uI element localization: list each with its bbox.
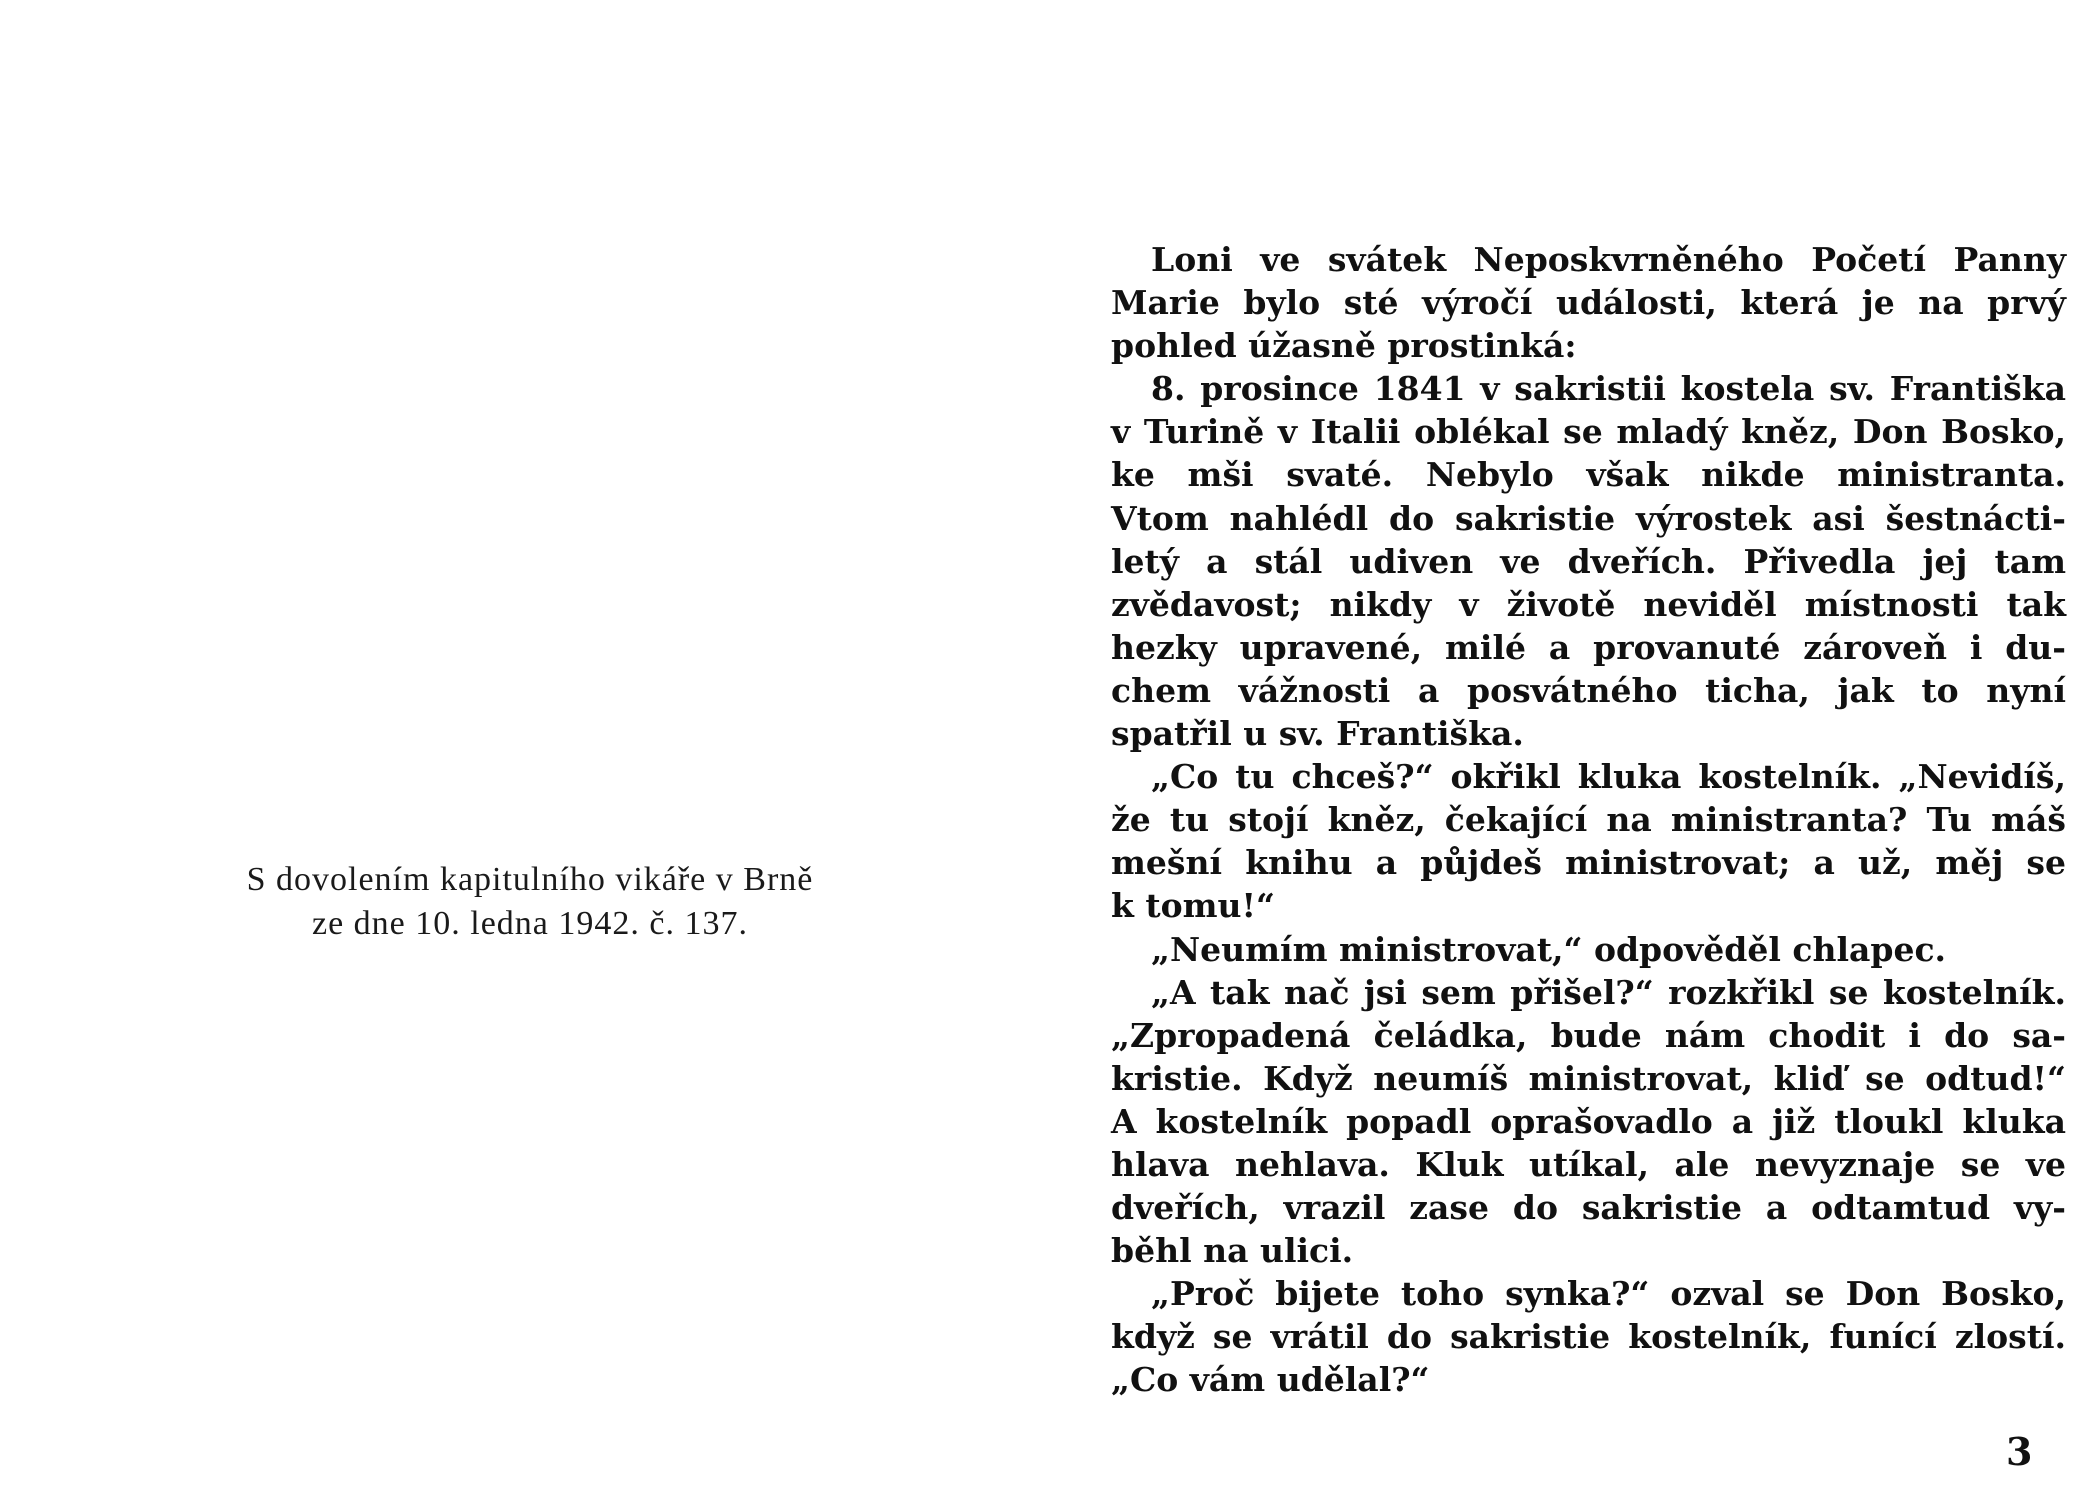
text-line: kristie. Když neumíš ministrovat, kliď se odtud!“ (1111, 1058, 2066, 1098)
text-line: „A tak nač jsi sem přišel?“ rozkřikl se kostelník. (1151, 972, 2066, 1012)
text-line: A kostelník popadl oprašovadlo a již tloukl kluka (1111, 1101, 2066, 1141)
text-line: „Co vám udělal?“ (1111, 1360, 1430, 1400)
body-text (1111, 238, 2066, 1402)
text-line: „Zpropadená čeládka, bude nám chodit i do sa- (1111, 1015, 2066, 1055)
text-line: Loni ve svátek Neposkvrněného Početí Panny (1151, 240, 2066, 279)
text-line: v Turině v Italii oblékal se mladý kněz, Don Bosko, (1111, 412, 2066, 452)
text-line: „Proč bijete toho synka?“ ozval se Don Bosko, (1151, 1274, 2066, 1314)
text-line: Marie bylo sté výročí události, která je na prvý (1111, 283, 2066, 323)
text-line: „Co tu chceš?“ okřikl kluka kostelník. „Nevidíš, (1151, 757, 2066, 797)
text-line: zvědavost; nikdy v životě neviděl místnosti tak (1111, 584, 2066, 624)
imprimatur-note (190, 858, 870, 946)
page-number: 3 (2006, 1429, 2033, 1474)
text-line: k tomu!“ (1111, 886, 1275, 926)
text-line: dveřích, vrazil zase do sakristie a odtamtud vy- (1111, 1188, 2066, 1228)
text-line: chem vážnosti a posvátného ticha, jak to nyní (1111, 670, 2066, 710)
text-line: ke mši svaté. Nebylo však nikde ministranta. (1111, 455, 2066, 495)
text-line: pohled úžasně prostinká: (1111, 326, 1577, 366)
text-line: mešní knihu a půjdeš ministrovat; a už, měj se (1111, 843, 2066, 883)
text-line: „Neumím ministrovat,“ odpověděl chlapec. (1151, 929, 1947, 969)
text-line: letý a stál udiven ve dveřích. Přivedla jej tam (1111, 541, 2066, 581)
text-line: běhl na ulici. (1111, 1231, 1354, 1271)
text-line: hlava nehlava. Kluk utíkal, ale nevyznaje se ve (1111, 1144, 2066, 1184)
text-line: že tu stojí kněz, čekající na ministranta? Tu máš (1111, 800, 2066, 840)
text-line: Vtom nahlédl do sakristie výrostek asi šestnácti- (1111, 498, 2066, 538)
imprimatur-line-1: S dovolením kapitulního vikáře v Brně (246, 861, 814, 898)
text-line: hezky upravené, milé a provanuté zároveň i du- (1111, 627, 2066, 667)
imprimatur-line-2: ze dne 10. ledna 1942. č. 137. (312, 905, 748, 942)
text-line: spatřil u sv. Františka. (1111, 714, 1524, 754)
text-line: 8. prosince 1841 v sakristii kostela sv. Františka (1151, 369, 2066, 409)
right-page (1039, 0, 2078, 1500)
text-line: když se vrátil do sakristie kostelník, funící zlostí. (1111, 1317, 2066, 1357)
